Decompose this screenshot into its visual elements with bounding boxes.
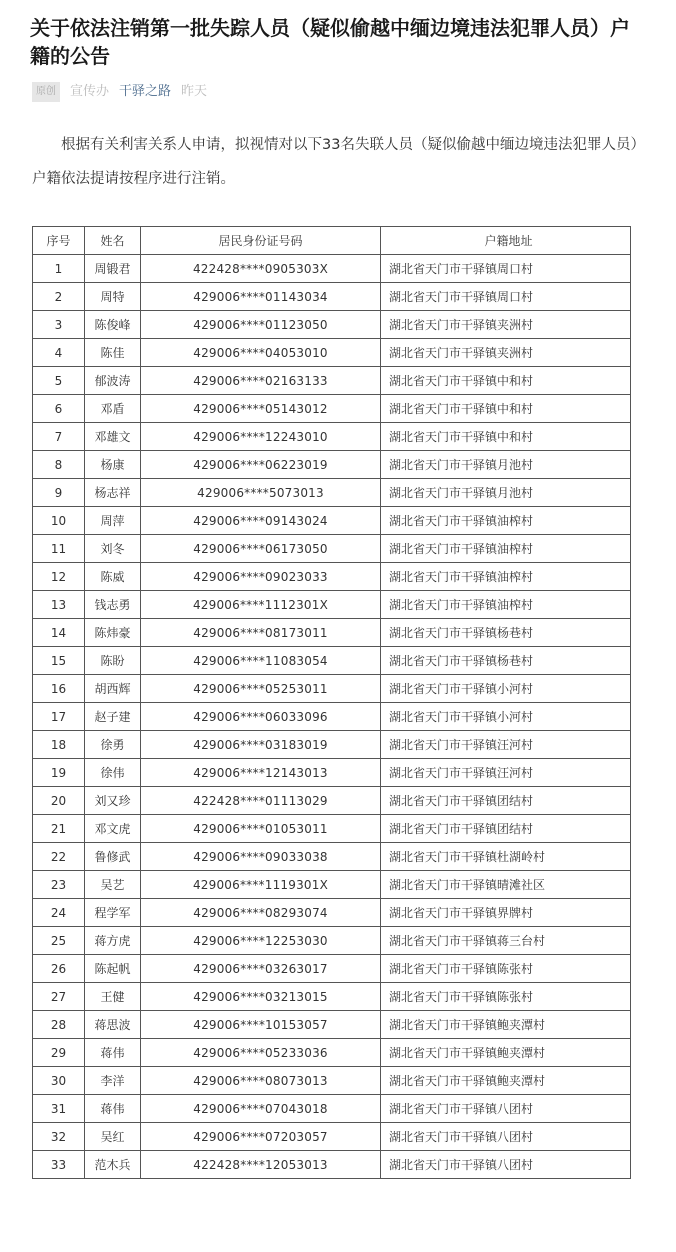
cell-index: 2 [33,283,85,311]
cell-id-number: 429006****1112301X [141,591,381,619]
cell-address: 湖北省天门市干驿镇蒋三台村 [381,927,631,955]
table-body [33,255,631,1179]
cell-address: 湖北省天门市干驿镇杜湖岭村 [381,843,631,871]
table-row [33,535,631,563]
cell-name: 程学军 [85,899,141,927]
cell-id-number: 429006****03263017 [141,955,381,983]
cell-name: 吴红 [85,1123,141,1151]
cell-id-number: 429006****04053010 [141,339,381,367]
cell-id-number: 429006****06033096 [141,703,381,731]
table-row [33,815,631,843]
cell-name: 陈炜豪 [85,619,141,647]
cell-id-number: 429006****01053011 [141,815,381,843]
header-id-number: 居民身份证号码 [141,227,381,255]
cell-address: 湖北省天门市干驿镇汪河村 [381,731,631,759]
cell-address: 湖北省天门市干驿镇八团村 [381,1095,631,1123]
table-row [33,283,631,311]
cell-address: 湖北省天门市干驿镇中和村 [381,395,631,423]
cell-index: 18 [33,731,85,759]
cell-index: 12 [33,563,85,591]
cell-id-number: 429006****06173050 [141,535,381,563]
cell-index: 13 [33,591,85,619]
table-row [33,983,631,1011]
cell-index: 17 [33,703,85,731]
table-row [33,619,631,647]
cell-id-number: 429006****5073013 [141,479,381,507]
cell-index: 22 [33,843,85,871]
cell-id-number: 429006****03213015 [141,983,381,1011]
cell-address: 湖北省天门市干驿镇团结村 [381,815,631,843]
cell-name: 王健 [85,983,141,1011]
cell-id-number: 429006****03183019 [141,731,381,759]
cell-name: 杨志祥 [85,479,141,507]
table-row [33,899,631,927]
cell-id-number: 429006****08293074 [141,899,381,927]
cell-address: 湖北省天门市干驿镇八团村 [381,1151,631,1179]
cell-id-number: 429006****1119301X [141,871,381,899]
cell-id-number: 429006****12143013 [141,759,381,787]
cell-id-number: 422428****12053013 [141,1151,381,1179]
cell-name: 陈盼 [85,647,141,675]
cell-address: 湖北省天门市干驿镇油榨村 [381,507,631,535]
cell-id-number: 429006****02163133 [141,367,381,395]
cell-id-number: 429006****05253011 [141,675,381,703]
cell-name: 范木兵 [85,1151,141,1179]
cell-index: 30 [33,1067,85,1095]
cell-address: 湖北省天门市干驿镇杨巷村 [381,647,631,675]
cell-name: 周锻君 [85,255,141,283]
cell-id-number: 422428****0905303X [141,255,381,283]
cell-name: 刘又珍 [85,787,141,815]
cell-index: 31 [33,1095,85,1123]
cell-name: 陈威 [85,563,141,591]
cell-id-number: 429006****07043018 [141,1095,381,1123]
table-row [33,1039,631,1067]
cell-address: 湖北省天门市干驿镇月池村 [381,451,631,479]
cell-name: 徐伟 [85,759,141,787]
table-row [33,759,631,787]
cell-address: 湖北省天门市干驿镇小河村 [381,675,631,703]
header-address: 户籍地址 [381,227,631,255]
cell-name: 胡西辉 [85,675,141,703]
article-meta [32,82,207,102]
cell-name: 陈俊峰 [85,311,141,339]
cell-index: 4 [33,339,85,367]
cell-index: 6 [33,395,85,423]
table-row [33,451,631,479]
cell-index: 7 [33,423,85,451]
cell-address: 湖北省天门市干驿镇夹洲村 [381,311,631,339]
cell-name: 赵子建 [85,703,141,731]
cell-name: 钱志勇 [85,591,141,619]
cell-index: 9 [33,479,85,507]
cell-address: 湖北省天门市干驿镇油榨村 [381,535,631,563]
table-row [33,311,631,339]
cell-name: 蒋伟 [85,1095,141,1123]
cell-index: 28 [33,1011,85,1039]
cell-index: 15 [33,647,85,675]
cell-name: 邓盾 [85,395,141,423]
cell-index: 33 [33,1151,85,1179]
cell-name: 周萍 [85,507,141,535]
cell-index: 14 [33,619,85,647]
header-name: 姓名 [85,227,141,255]
cell-index: 11 [33,535,85,563]
cell-index: 23 [33,871,85,899]
cell-index: 24 [33,899,85,927]
cell-address: 湖北省天门市干驿镇团结村 [381,787,631,815]
cell-id-number: 429006****01143034 [141,283,381,311]
cell-id-number: 429006****10153057 [141,1011,381,1039]
cell-address: 湖北省天门市干驿镇月池村 [381,479,631,507]
publish-time: 昨天 [181,84,208,99]
header-index: 序号 [33,227,85,255]
table-header-row [33,227,631,255]
cell-address: 湖北省天门市干驿镇杨巷村 [381,619,631,647]
cell-address: 湖北省天门市干驿镇鲍夹潭村 [381,1011,631,1039]
table-row [33,367,631,395]
table-row [33,787,631,815]
author: 宣传办 [70,84,110,99]
cell-name: 蒋伟 [85,1039,141,1067]
table-row [33,731,631,759]
table-row [33,1067,631,1095]
table-row [33,423,631,451]
cell-id-number: 429006****05143012 [141,395,381,423]
cell-id-number: 422428****01113029 [141,787,381,815]
cell-address: 湖北省天门市干驿镇油榨村 [381,563,631,591]
table-row [33,255,631,283]
table-row [33,647,631,675]
table-row [33,843,631,871]
table-row [33,563,631,591]
cell-address: 湖北省天门市干驿镇周口村 [381,283,631,311]
table-row [33,871,631,899]
cell-index: 32 [33,1123,85,1151]
cell-name: 陈佳 [85,339,141,367]
table-row [33,955,631,983]
cell-index: 3 [33,311,85,339]
cell-address: 湖北省天门市干驿镇界牌村 [381,899,631,927]
cell-name: 陈起帆 [85,955,141,983]
cell-name: 蒋方虎 [85,927,141,955]
cell-id-number: 429006****09023033 [141,563,381,591]
cell-index: 16 [33,675,85,703]
cell-id-number: 429006****06223019 [141,451,381,479]
cell-name: 杨康 [85,451,141,479]
table-row [33,703,631,731]
cell-id-number: 429006****09033038 [141,843,381,871]
cell-address: 湖北省天门市干驿镇汪河村 [381,759,631,787]
cell-index: 10 [33,507,85,535]
cell-address: 湖北省天门市干驿镇夹洲村 [381,339,631,367]
cell-id-number: 429006****12253030 [141,927,381,955]
cell-address: 湖北省天门市干驿镇陈张村 [381,983,631,1011]
table-row [33,591,631,619]
cell-address: 湖北省天门市干驿镇晴滩社区 [381,871,631,899]
cell-address: 湖北省天门市干驿镇鲍夹潭村 [381,1067,631,1095]
table-row [33,479,631,507]
cell-address: 湖北省天门市干驿镇陈张村 [381,955,631,983]
cell-name: 郁波涛 [85,367,141,395]
cell-index: 27 [33,983,85,1011]
table-row [33,395,631,423]
table-row [33,927,631,955]
cell-id-number: 429006****11083054 [141,647,381,675]
original-tag: 原创 [32,82,60,102]
cell-name: 周特 [85,283,141,311]
cell-address: 湖北省天门市干驿镇八团村 [381,1123,631,1151]
table-row [33,1095,631,1123]
intro-paragraph: 根据有关利害关系人申请，拟视情对以下33名失联人员（疑似偷越中缅边境违法犯罪人员）户籍依法提请按程序进行注销。 [32,137,638,187]
cell-index: 5 [33,367,85,395]
cell-index: 19 [33,759,85,787]
cell-name: 徐勇 [85,731,141,759]
table-row [33,1123,631,1151]
cell-address: 湖北省天门市干驿镇中和村 [381,423,631,451]
cell-id-number: 429006****05233036 [141,1039,381,1067]
cell-index: 21 [33,815,85,843]
cell-id-number: 429006****08173011 [141,619,381,647]
cell-index: 1 [33,255,85,283]
cell-name: 邓雄文 [85,423,141,451]
cell-id-number: 429006****01123050 [141,311,381,339]
cell-address: 湖北省天门市干驿镇周口村 [381,255,631,283]
cell-id-number: 429006****12243010 [141,423,381,451]
cell-name: 邓文虎 [85,815,141,843]
cell-index: 26 [33,955,85,983]
table-row [33,1151,631,1179]
cell-name: 蒋思波 [85,1011,141,1039]
cell-address: 湖北省天门市干驿镇鲍夹潭村 [381,1039,631,1067]
cell-address: 湖北省天门市干驿镇油榨村 [381,591,631,619]
cell-index: 8 [33,451,85,479]
cell-id-number: 429006****08073013 [141,1067,381,1095]
article-title: 关于依法注销第一批失踪人员（疑似偷越中缅边境违法犯罪人员）户籍的公告 [30,16,630,68]
cell-name: 李洋 [85,1067,141,1095]
account-link[interactable]: 干驿之路 [119,84,172,99]
cell-name: 刘冬 [85,535,141,563]
table-row [33,339,631,367]
table-row [33,1011,631,1039]
cell-name: 鲁修武 [85,843,141,871]
cell-index: 20 [33,787,85,815]
cell-id-number: 429006****07203057 [141,1123,381,1151]
cell-address: 湖北省天门市干驿镇小河村 [381,703,631,731]
cell-address: 湖北省天门市干驿镇中和村 [381,367,631,395]
roster-table [32,226,631,1179]
cell-name: 吴艺 [85,871,141,899]
table-row [33,507,631,535]
cell-index: 29 [33,1039,85,1067]
cell-index: 25 [33,927,85,955]
table-row [33,675,631,703]
cell-id-number: 429006****09143024 [141,507,381,535]
